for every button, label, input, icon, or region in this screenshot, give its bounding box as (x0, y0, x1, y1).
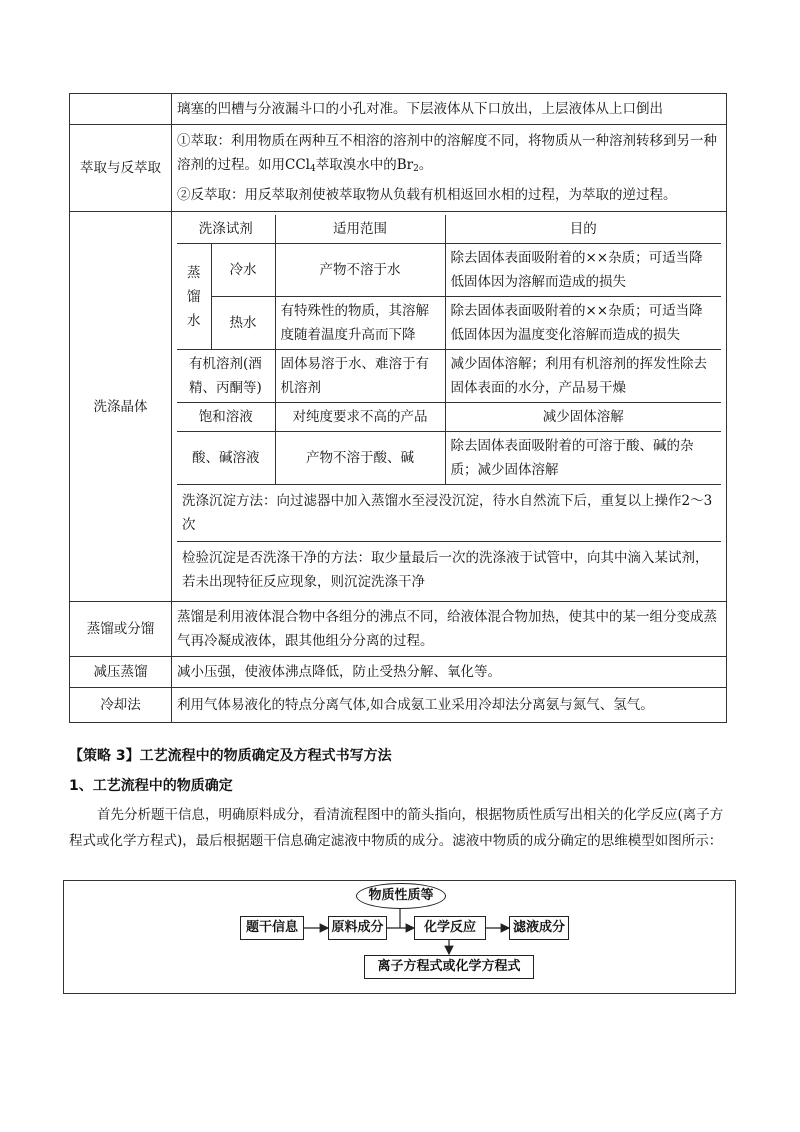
filtrate-node: 滤液成分 (509, 916, 569, 940)
vacuum-label: 减压蒸馏 (70, 657, 172, 688)
washing-method: 洗涤沉淀方法：向过滤器中加入蒸馏水至浸没沉淀，待水自然流下后，重复以上操作2～3次 (177, 485, 721, 542)
table-row (70, 657, 727, 688)
reaction-node: 化学反应 (414, 916, 486, 940)
extraction-label: 萃取与反萃取 (70, 125, 172, 212)
table-row (177, 432, 721, 485)
distillation-label: 蒸馏或分馏 (70, 602, 172, 657)
hot-water-purpose: 除去固体表面吸附着的××杂质；可适当降低固体因为温度变化溶解而造成的损失 (445, 297, 721, 350)
table-row (177, 542, 721, 599)
saturated-reagent: 饱和溶液 (177, 403, 275, 432)
header-reagent: 洗涤试剂 (177, 215, 275, 244)
extraction-line2: ②反萃取：用反萃取剂使被萃取物从负载有机相返回水相的过程，为萃取的逆过程。 (177, 187, 677, 203)
saturated-scope: 对纯度要求不高的产品 (275, 403, 445, 432)
saturated-purpose: 减少固体溶解 (445, 403, 721, 432)
washing-check: 检验沉淀是否洗涤干净的方法：取少量最后一次的洗涤液于试管中，向其中滴入某试剂，若未出现特征反应现象，则沉淀洗涤干净 (177, 542, 721, 599)
table-row (177, 297, 721, 350)
cooling-label: 冷却法 (70, 688, 172, 723)
header-purpose: 目的 (445, 215, 721, 244)
table-row (177, 403, 721, 432)
extraction-content (172, 125, 727, 212)
organic-purpose: 减少固体溶解；利用有机溶剂的挥发性除去固体表面的水分，产品易干燥 (445, 350, 721, 403)
cooling-text: 利用气体易液化的特点分离气体,如合成氨工业采用冷却法分离氨与氮气、氢气。 (172, 688, 727, 723)
table-cell (70, 94, 172, 125)
properties-node: 物质性质等 (356, 883, 446, 909)
table-row (70, 688, 727, 723)
separation-methods-table (69, 93, 727, 723)
acid-base-scope: 产物不溶于酸、碱 (275, 432, 445, 485)
cold-water-purpose: 除去固体表面吸附着的××杂质；可适当降低固体因为溶解而造成的损失 (445, 244, 721, 297)
vacuum-text: 减小压强，使液体沸点降低，防止受热分解、氧化等。 (172, 657, 727, 688)
paragraph: 首先分析题干信息，明确原料成分，看清流程图中的箭头指向，根据物质性质写出相关的化学反应(离子方程式或化学方程式)，最后根据题干信息确定滤液中物质的成分。滤液中物质的成分确定的思维模型如图所示： (69, 807, 724, 849)
header-scope: 适用范围 (275, 215, 445, 244)
organic-reagent: 有机溶剂(酒精、丙酮等) (177, 350, 275, 403)
organic-scope: 固体易溶于水、难溶于有机溶剂 (275, 350, 445, 403)
table-row (177, 350, 721, 403)
distilled-water-label: 蒸馏水 (177, 244, 211, 350)
hot-water-scope: 有特殊性的物质，其溶解度随着温度升高而下降 (275, 297, 445, 350)
table-row (70, 94, 727, 125)
table-row (70, 125, 727, 212)
acid-base-reagent: 酸、碱溶液 (177, 432, 275, 485)
top-text: 璃塞的凹槽与分液漏斗口的小孔对准。下层液体从下口放出，上层液体从上口倒出 (172, 94, 727, 125)
raw-node: 原料成分 (328, 916, 387, 940)
distillation-text: 蒸馏是利用液体混合物中各组分的沸点不同，给液体混合物加热，使其中的某一组分变成蒸气再冷凝成液体，跟其他组分分离的过程。 (172, 602, 727, 657)
equation-node: 离子方程式或化学方程式 (364, 955, 534, 979)
acid-base-purpose: 除去固体表面吸附着的可溶于酸、碱的杂质；减少固体溶解 (445, 432, 721, 485)
cold-water-reagent: 冷水 (211, 244, 275, 297)
washing-label: 洗涤晶体 (70, 212, 172, 602)
table-row (177, 244, 721, 297)
table-row (70, 212, 727, 602)
sub-heading: 1、工艺流程中的物质确定 (69, 778, 233, 794)
table-row (177, 485, 721, 542)
table-row (177, 215, 721, 244)
washing-content (172, 212, 727, 602)
extraction-line1: ①萃取：利用物质在两种互不相溶的溶剂中的溶解度不同，将物质从一种溶剂转移到另一种溶剂的过程。如用CCl$_4$萃取溴水中的$Br_2$。 (177, 133, 717, 174)
cold-water-scope: 产物不溶于水 (275, 244, 445, 297)
washing-subtable (177, 215, 721, 598)
info-node: 题干信息 (240, 916, 304, 940)
table-row (70, 602, 727, 657)
thinking-model-diagram (63, 880, 736, 994)
strategy-heading: 【策略 3】工艺流程中的物质确定及方程式书写方法 (69, 748, 392, 764)
hot-water-reagent: 热水 (211, 297, 275, 350)
